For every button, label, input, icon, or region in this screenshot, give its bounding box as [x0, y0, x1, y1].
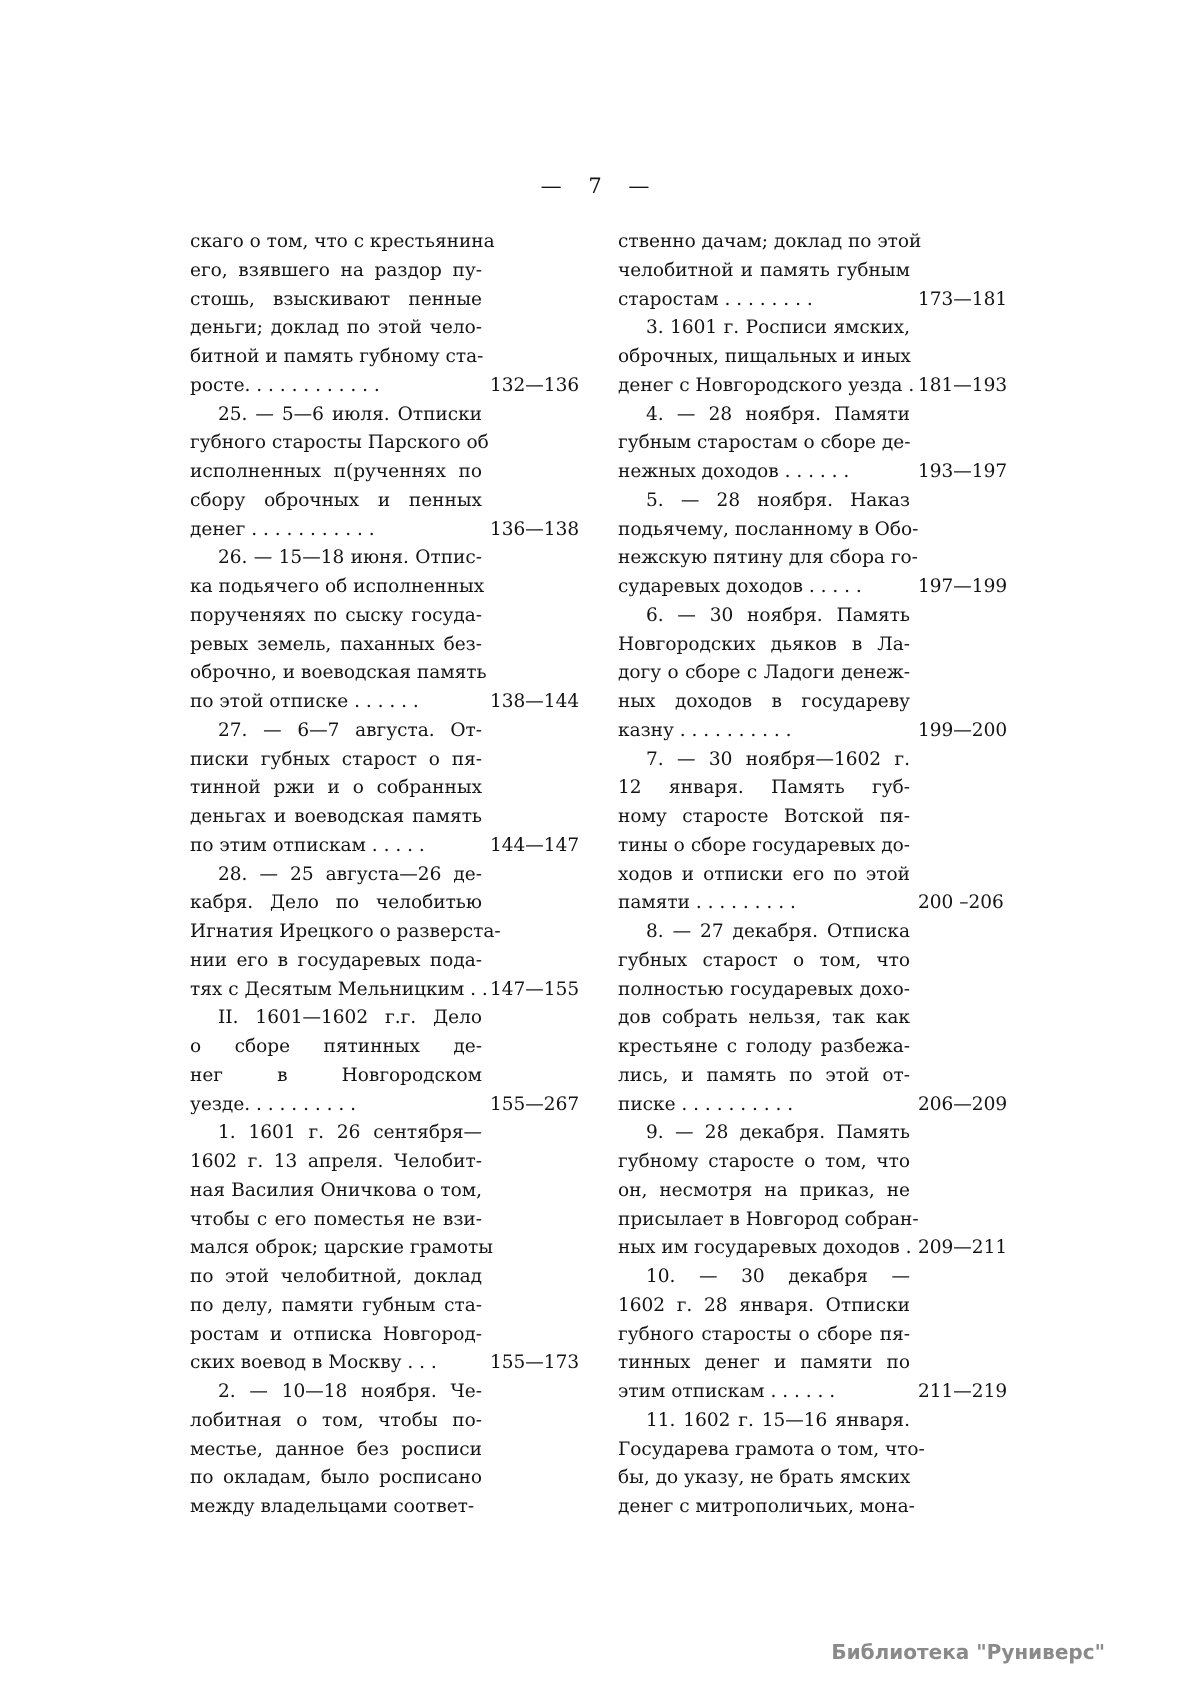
toc-entry-line: 25. — 5—6 июля. Отписки [218, 403, 482, 425]
toc-entry-line: ственно дачам; доклад по этой [618, 231, 922, 252]
toc-entry-line: денег с митрополичьих, мона- [618, 1496, 915, 1517]
toc-entry [190, 401, 595, 545]
toc-entry-line: деньгах и воеводская память [190, 806, 482, 827]
toc-entry-line: оброчно, и воеводская память [190, 662, 487, 684]
toc-entry-line: тях с Десятым Мельницким . . [190, 978, 488, 1000]
toc-entry-line: Новгородских дьяков в Ла- [618, 633, 910, 655]
toc-entry-line: 27. — 6—7 августа. От- [218, 719, 482, 741]
page-range: 144—147 [490, 834, 580, 856]
toc-entry-line: тинной ржи и о собранных [190, 777, 482, 799]
toc-entry-line: ка подьячего об исполненных [190, 576, 485, 597]
toc-entry-line: губного старосты о сборе пя- [618, 1323, 910, 1345]
toc-entry-line: 9. — 28 декабря. Память [646, 1122, 910, 1144]
toc-entry-line: 4. — 28 ноября. Памяти [646, 403, 910, 425]
toc-entry-line: сударевых доходов . . . . . [618, 576, 862, 597]
toc-entry-line: губных старост о том, что [618, 949, 910, 971]
toc-entry-line: стошь, взыскивают пенные [190, 288, 482, 310]
toc-entry-line: сбору оброчных и пенных [190, 489, 482, 511]
toc-entry-line: битной и память губному ста- [190, 346, 484, 367]
toc-entry-line: ревых земель, паханных без- [190, 633, 482, 655]
toc-entry [190, 1004, 595, 1119]
toc-entry-line: нии его в государевых пода- [190, 949, 482, 971]
toc-entry [618, 1263, 1030, 1407]
toc-entry-line: дов собрать нельзя, так как [618, 1007, 910, 1029]
toc-entry-line: памяти . . . . . . . . . [618, 892, 796, 914]
toc-entry-line: этим отпискам . . . . . . [618, 1381, 836, 1402]
toc-entry-line: росте. . . . . . . . . . . . [190, 374, 380, 396]
toc-entry-line: подьячему, посланному в Обо- [618, 518, 919, 540]
toc-entry [618, 602, 1030, 746]
toc-entry-line: нег в Новгородском [190, 1064, 482, 1086]
toc-entry [618, 1407, 1030, 1522]
toc-entry-line: оброчных, пищальных и иных [618, 346, 911, 367]
page-range: 200 –206 [918, 892, 1004, 914]
toc-entry-line: тины о сборе государевых до- [618, 834, 910, 856]
toc-entry-line: ных им государевых доходов . [618, 1237, 912, 1259]
toc-entry-line: 6. — 30 ноября. Память [646, 604, 910, 626]
toc-entry-line: деньги; доклад по этой чело- [190, 317, 482, 339]
toc-entry-line: ных доходов в государеву [618, 691, 910, 712]
toc-entry [190, 1378, 595, 1522]
toc-entry-line: писки губных старост о пя- [190, 748, 482, 770]
library-watermark: Библиотека "Руниверс" [831, 1640, 1105, 1664]
toc-entry-line: 8. — 27 декабря. Отписка [646, 921, 910, 942]
toc-entry-line: крестьяне с голоду разбежа- [618, 1036, 910, 1057]
page-range: 211—219 [918, 1381, 1008, 1402]
page-range: 181—193 [918, 374, 1008, 396]
toc-entry-line: губному старосте о том, что [618, 1151, 910, 1172]
toc-entry [618, 746, 1030, 919]
toc-entry-line: по этой челобитной, доклад [190, 1266, 482, 1287]
toc-entry-line: порученяях по сыску госуда- [190, 604, 482, 626]
toc-entry-line: нежных доходов . . . . . . [618, 461, 850, 482]
toc-entry [190, 717, 595, 861]
toc-entry-line: Игнатия Ирецкого о разверста- [190, 921, 501, 942]
toc-entry-line: чтобы с его поместья не взи- [190, 1208, 482, 1230]
left-column [190, 228, 595, 1522]
page-range: 155—267 [490, 1093, 580, 1115]
toc-entry-line: местье, данное без росписи [190, 1438, 482, 1460]
toc-entry-line: челобитной и память губным [618, 259, 910, 281]
toc-entry [190, 1119, 595, 1378]
page-number: — 7 — [540, 174, 660, 198]
toc-entry-line: нежскую пятину для сбора го- [618, 547, 918, 569]
page-range: 136—138 [490, 518, 580, 540]
toc-entry-line: по этим отпискам . . . . . [190, 834, 425, 856]
toc-entry-line: о сборе пятинных де- [190, 1036, 482, 1057]
page-range: 206—209 [918, 1093, 1008, 1115]
toc-entry [190, 228, 595, 401]
toc-entry-line: II. 1601—1602 г.г. Дело [218, 1007, 482, 1029]
toc-entry-line: кабря. Дело по челобитью [190, 892, 482, 914]
toc-entry-line: писке . . . . . . . . . . [618, 1093, 794, 1115]
toc-entry-line: 3. 1601 г. Росписи ямских, [646, 317, 910, 339]
toc-entry-line: лобитная о том, чтобы по- [190, 1409, 482, 1431]
toc-entry-line: исполненных п(рученнях по [190, 461, 482, 482]
toc-entry-line: 10. — 30 декабря — [646, 1266, 910, 1287]
page-range: 193—197 [918, 461, 1008, 482]
toc-entry [618, 487, 1030, 602]
toc-entry-line: его, взявшего на раздор пу- [190, 259, 482, 281]
toc-entry-line: губным старостам о сборе де- [618, 432, 911, 454]
page-range: 199—200 [918, 719, 1008, 741]
toc-entry [190, 544, 595, 717]
toc-entry-line: губного старосты Парского об [190, 432, 489, 454]
toc-entry-line: ному старосте Вотской пя- [618, 806, 910, 827]
page-range: 209—211 [918, 1237, 1008, 1259]
toc-entry-line: по окладам, было росписано [190, 1467, 482, 1489]
toc-entry-line: скаго о том, что с крестьянина [190, 231, 495, 252]
toc-entry-line: по этой отписке . . . . . . [190, 691, 419, 712]
toc-entry-line: он, несмотря на приказ, не [618, 1179, 910, 1201]
page-range: 147—155 [490, 978, 580, 1000]
toc-entry-line: 5. — 28 ноября. Наказ [646, 489, 910, 511]
toc-entry [190, 861, 595, 1005]
toc-entry-line: мался оброк; царские грамоты [190, 1237, 493, 1259]
toc-entry [618, 314, 1030, 400]
toc-entry [618, 228, 1030, 314]
toc-entry-line: по делу, памяти губным ста- [190, 1294, 482, 1316]
toc-entry-line: 1602 г. 28 января. Отписки [618, 1294, 910, 1316]
toc-entry-line: денег . . . . . . . . . . . [190, 518, 375, 540]
right-column [618, 228, 1030, 1522]
toc-entry-line: 12 января. Память губ- [618, 777, 910, 799]
toc-entry-line: присылает в Новгород собран- [618, 1208, 919, 1230]
toc-entry-line: 26. — 15—18 июня. Отпис- [218, 547, 482, 569]
toc-entry-line: 28. — 25 августа—26 де- [218, 863, 482, 885]
page-range: 173—181 [918, 288, 1008, 310]
page-range: 132—136 [490, 374, 580, 396]
toc-entry [618, 918, 1030, 1119]
toc-entry-line: ная Василия Оничкова о том, [190, 1179, 482, 1201]
toc-entry-line: бы, до указу, не брать ямских [618, 1467, 911, 1489]
toc-entry-line: казну . . . . . . . . . . [618, 719, 792, 741]
toc-entry-line: ских воевод в Москву . . . [190, 1352, 437, 1374]
page-range: 197—199 [918, 576, 1008, 597]
toc-entry-line: 7. — 30 ноября—1602 г. [646, 748, 910, 770]
toc-entry-line: денег с Новгородского уезда . [618, 374, 915, 396]
toc-entry-line: 2. — 10—18 ноября. Че- [218, 1381, 482, 1402]
page-range: 155—173 [490, 1352, 580, 1374]
toc-entry-line: лись, и память по этой от- [618, 1064, 910, 1086]
toc-entry-line: 11. 1602 г. 15—16 января. [646, 1409, 910, 1431]
toc-entry-line: догу о сборе с Ладоги денеж- [618, 662, 910, 684]
toc-entry-line: уезде. . . . . . . . . . [190, 1093, 356, 1115]
toc-entry-line: ходов и отписки его по этой [618, 863, 910, 885]
toc-entry-line: 1602 г. 13 апреля. Челобит- [190, 1151, 482, 1172]
toc-entry-line: между владельцами соответ- [190, 1496, 475, 1517]
toc-entry-line: Государева грамота о том, что- [618, 1438, 925, 1460]
page-range: 138—144 [490, 691, 580, 712]
toc-entry-line: старостам . . . . . . . . [618, 288, 813, 310]
toc-entry-line: тинных денег и памяти по [618, 1352, 910, 1374]
toc-entry-line: полностью государевых дохо- [618, 978, 910, 1000]
toc-entry-line: 1. 1601 г. 26 сентября— [218, 1122, 482, 1144]
toc-entry [618, 1119, 1030, 1263]
toc-entry [618, 401, 1030, 487]
toc-entry-line: ростам и отписка Новгород- [190, 1323, 482, 1345]
